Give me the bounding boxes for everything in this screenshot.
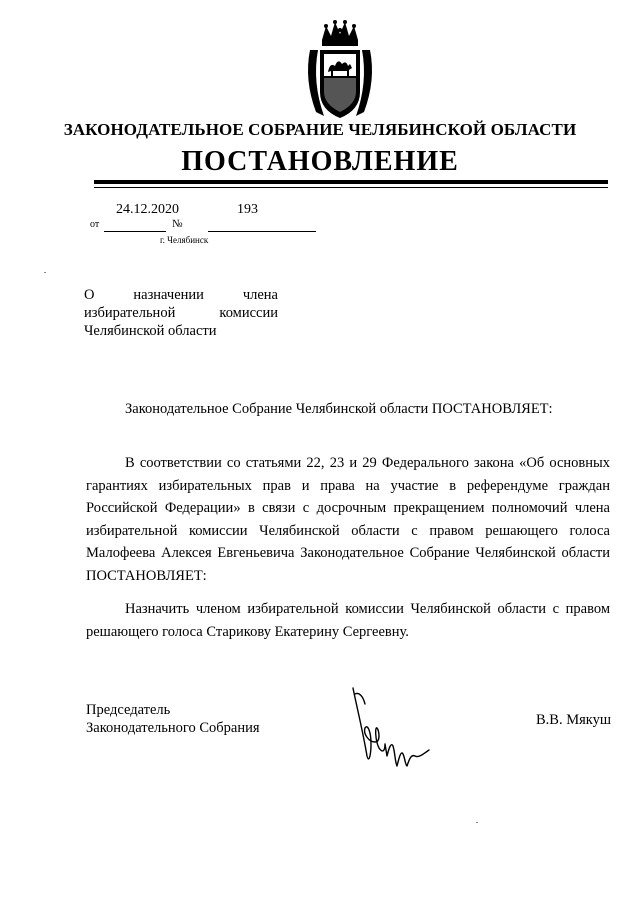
document-type-title: ПОСТАНОВЛЕНИЕ (181, 146, 459, 177)
signatory-position-line1: Председатель (86, 702, 171, 718)
scan-speck (476, 822, 478, 823)
header-rule-thick (94, 180, 608, 184)
resolution-basis-paragraph: В соответствии со статьями 22, 23 и 29 Федерального закона «Об основных гарантиях избирательных прав и права на участие в референдуме граждан Российской Федерации» в связи с досрочным прекращением полномочий члена избирательной комиссии Челябинской области с правом решающего голоса Малофеева Алексея Евгеньевича Законодательное Собрание Челябинской области ПОСТАНОВЛЯЕТ: (86, 455, 610, 584)
signatory-position-line2: Законодательного Собрания (86, 720, 260, 736)
resolution-intro: Законодательное Собрание Челябинской области ПОСТАНОВЛЯЕТ: (125, 401, 553, 417)
handwritten-signature-icon (345, 684, 441, 780)
document-subject: О назначении члена избирательной комиссии Челябинской области (84, 287, 278, 339)
document-number: 193 (237, 202, 258, 217)
date-underline (104, 231, 166, 232)
from-label: от (90, 219, 100, 230)
signatory-name: В.В. Мякуш (536, 712, 612, 728)
coat-of-arms-icon (302, 20, 378, 124)
number-label: № (172, 218, 183, 230)
header-rule-thin (94, 187, 608, 188)
number-underline (208, 231, 316, 232)
scan-speck (44, 272, 46, 273)
document-date: 24.12.2020 (116, 202, 179, 217)
organization-name: ЗАКОНОДАТЕЛЬНОЕ СОБРАНИЕ ЧЕЛЯБИНСКОЙ ОБЛАСТИ (63, 120, 577, 139)
city-label: г. Челябинск (160, 235, 209, 245)
resolution-decision-paragraph: Назначить членом избирательной комиссии Челябинской области с правом решающего голоса Старикову Екатерину Сергеевну. (86, 601, 610, 640)
